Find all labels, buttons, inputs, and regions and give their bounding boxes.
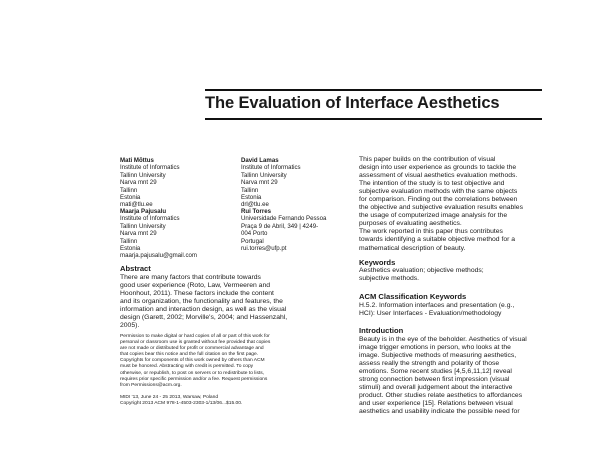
intro-paragraph — [359, 156, 523, 253]
acm-line: HCI): User Interfaces - Evaluation/methodology — [359, 310, 502, 318]
author-email: maarja.pajusalu@gmail.com — [120, 252, 197, 260]
author-affiliation-line: Institute of Informatics — [120, 215, 180, 223]
introduction-body — [359, 336, 527, 416]
conference-copyright: Copyright 2013 ACM 978-1-4503-2303-1/13/06...$15.00. — [120, 401, 243, 407]
acm-body — [359, 302, 514, 318]
permission-notice — [120, 334, 270, 389]
permission-line: otherwise, or republish, to post on servers or to redistribute to lists, — [120, 370, 265, 376]
conference-venue: MIDI '13, June 24 - 25 2013, Warsaw, Poland — [120, 395, 219, 400]
abstract-line: Hoonhout, 2011). These factors include the content — [120, 290, 274, 298]
permission-line: must be honored. Abstracting with credit is permitted. To copy — [120, 364, 254, 370]
author-affiliation-line: Tallinn University — [120, 171, 166, 179]
abstract-line: and its organization, the functionality and features, the — [120, 298, 283, 306]
introduction-line: assess really the strength and polarity of those — [359, 360, 500, 368]
author-email: drl@tlu.ee — [241, 201, 269, 209]
abstract-body — [120, 274, 287, 330]
intro-paragraph-line: mathematical description of beauty. — [359, 244, 466, 252]
intro-paragraph-line: the usage of computerized image analysis for the — [359, 212, 508, 220]
keywords-heading: Keywords — [359, 258, 396, 267]
author-name: Maarja Pajusalu — [120, 208, 167, 215]
permission-line: that copies bear this notice and the full citation on the first page. — [120, 352, 259, 358]
keywords-line: subjective methods. — [359, 275, 420, 283]
permission-line: are not made or distributed for profit or commercial advantage and — [120, 346, 264, 352]
introduction-line: product. Other studies relate aesthetics to affordances — [359, 392, 523, 400]
intro-paragraph-line: assessment of visual aesthetics evaluation methods. — [359, 172, 518, 180]
abstract-heading: Abstract — [120, 264, 151, 273]
permission-line: Copyrights for components of this work owned by others than ACM — [120, 358, 265, 364]
introduction-line: and user experience [15]. Relations between visual — [359, 400, 513, 408]
intro-paragraph-line: subjective evaluation methods with the same objects — [359, 188, 518, 196]
author-affiliation-line: Tallinn University — [120, 222, 166, 230]
author-affiliation-line: Tallinn — [120, 237, 138, 245]
author-block-2 — [241, 157, 301, 209]
author-affiliation-line: Estonia — [120, 245, 141, 253]
permission-line: personal or classroom use is granted without fee provided that copies — [120, 340, 271, 346]
introduction-line: strong connection between first impression (visual — [359, 376, 510, 384]
permission-line: requires prior specific permission and/or a fee. Request permissions — [120, 376, 268, 382]
author-affiliation-line: Tallinn — [241, 186, 259, 194]
author-email: mati@tlu.ee — [120, 201, 153, 209]
intro-paragraph-line: This paper builds on the contribution of visual — [359, 156, 496, 163]
author-affiliation-line: Narva mnt 29 — [120, 230, 157, 238]
intro-paragraph-line: towards identifying a suitable objective method for a — [359, 236, 516, 244]
author-affiliation-line: Estonia — [120, 194, 141, 202]
author-affiliation-line: Praça 9 de Abril, 349 | 4249- — [241, 222, 319, 230]
paper-title: The Evaluation of Interface Aesthetics — [205, 94, 500, 112]
intro-paragraph-line: The intention of the study is to test objective and — [359, 180, 505, 188]
title-rule-bottom — [205, 118, 542, 120]
permission-line: Permission to make digital or hard copies of all or part of this work for — [120, 334, 270, 339]
introduction-line: emotions. Some recent studies [4,5,6,11,12] reveal — [359, 368, 512, 376]
keywords-body — [359, 267, 484, 283]
introduction-line: image. Subjective methods of measuring aesthetics, — [359, 352, 517, 360]
author-affiliation-line: Tallinn University — [241, 171, 287, 179]
permission-line: from Permissions@acm.org. — [120, 382, 182, 388]
author-affiliation-line: Institute of Informatics — [241, 164, 301, 172]
intro-paragraph-line: The work reported in this paper thus contributes — [359, 228, 503, 236]
author-name: David Lamas — [241, 157, 279, 164]
author-affiliation-line: Estonia — [241, 194, 262, 202]
abstract-line: design (Garett, 2002; Morville's, 2004; and Hassenzahl, — [120, 314, 288, 322]
keywords-line: Aesthetics evaluation; objective methods; — [359, 267, 484, 274]
introduction-line: aesthetics and usability indicate the possible need for — [359, 408, 520, 416]
abstract-line: good user experience (Roto, Law, Vermeeren and — [120, 282, 271, 290]
author-name: Rui Torres — [241, 208, 272, 215]
intro-paragraph-line: the objective and subjective evaluation results enables — [359, 204, 523, 212]
conference-info — [120, 395, 242, 407]
author-affiliation-line: Narva mnt 29 — [241, 179, 278, 187]
author-affiliation-line: Portugal — [241, 237, 264, 245]
abstract-line: information and interaction design, as well as the visual — [120, 306, 287, 314]
author-block-4 — [241, 208, 326, 252]
introduction-heading: Introduction — [359, 326, 404, 335]
introduction-line: image trigger emotions in person, who looks at the — [359, 344, 511, 352]
author-affiliation-line: Tallinn — [120, 186, 138, 194]
abstract-line: 2005). — [120, 322, 140, 330]
intro-paragraph-line: for comparison. Finding out the correlations between — [359, 196, 518, 204]
author-email: rui.torres@ufp.pt — [241, 245, 287, 253]
title-rule-top — [205, 89, 542, 91]
intro-paragraph-line: design into user experience as grounds to tackle the — [359, 164, 517, 172]
acm-heading: ACM Classification Keywords — [359, 292, 467, 301]
author-affiliation-line: Narva mnt 29 — [120, 179, 157, 187]
intro-paragraph-line: purposes of evaluating aesthetics. — [359, 220, 462, 228]
author-affiliation-line: 004 Porto — [241, 230, 268, 238]
introduction-line: Beauty is in the eye of the beholder. Aesthetics of visual — [359, 336, 527, 343]
author-name: Mati Mõttus — [120, 157, 154, 164]
author-block-3 — [120, 208, 197, 260]
acm-line: H.5.2. Information interfaces and presentation (e.g., — [359, 302, 515, 309]
author-block-1 — [120, 157, 180, 209]
abstract-line: There are many factors that contribute towards — [120, 274, 261, 281]
author-affiliation-line: Institute of Informatics — [120, 164, 180, 172]
introduction-line: stimuli) and overall judgement about the interactive — [359, 384, 513, 392]
author-affiliation-line: Universidade Fernando Pessoa — [241, 215, 327, 223]
